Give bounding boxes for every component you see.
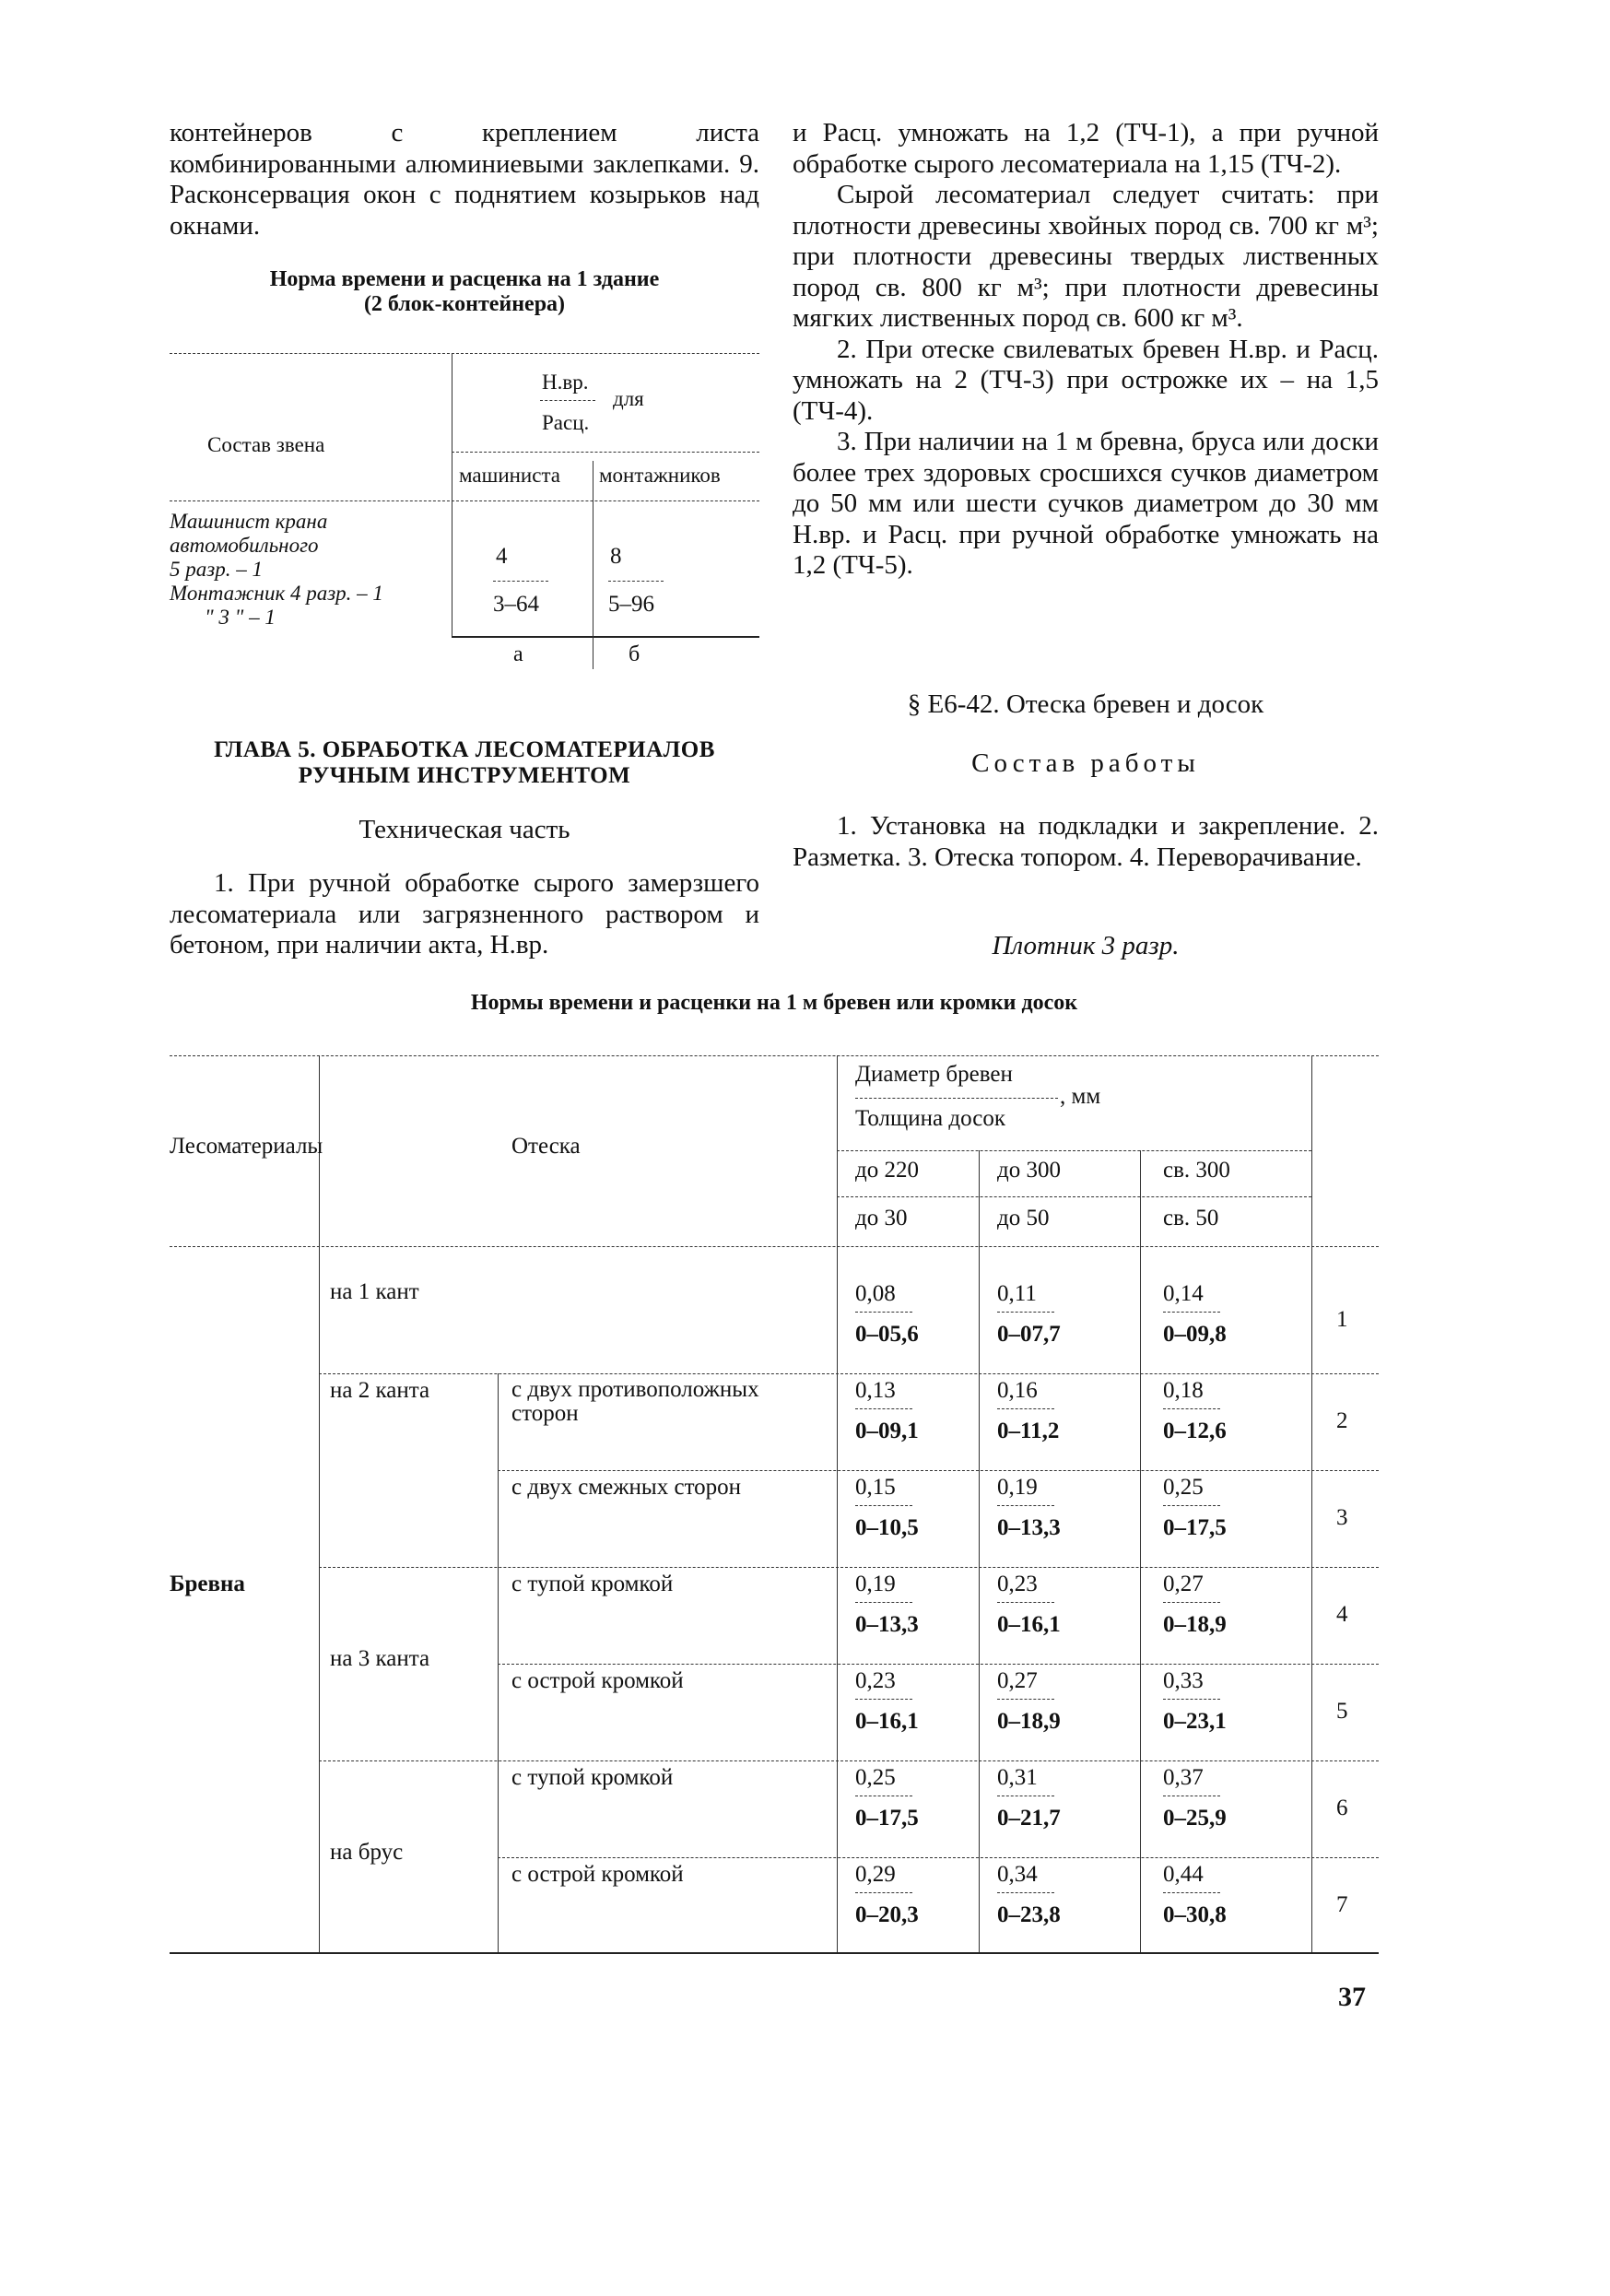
cell-r2-c2: 0,16 0–11,2 xyxy=(997,1378,1060,1443)
section-title: § Е6-42. Отеска бревен и досок xyxy=(907,689,1264,719)
sub-2: с двух противоположных сторон xyxy=(511,1377,759,1426)
norm-caption-line2: (2 блок-контейнера) xyxy=(363,292,566,316)
cell-r1-c3: 0,14 0–09,8 xyxy=(1163,1281,1227,1347)
crew-row-5: " 3 " – 1 xyxy=(205,606,276,629)
d1: до 220 xyxy=(855,1158,919,1183)
group-3-kanta: на 3 канта xyxy=(330,1646,430,1671)
para-raw-timber: Сырой лесоматериал следует считать: при плотности древесины хвойных пород св. 700 кг м³; при плотности древесины твердых лиственных пород св. 800 кг м³; при плотности древесины мягких лиственных пород св. 600 кг м³. xyxy=(793,180,1379,333)
dlya-label: для xyxy=(613,387,644,410)
chapter-title-line2: РУЧНЫМ ИНСТРУМЕНТОМ xyxy=(298,763,631,788)
crew-rows xyxy=(170,510,383,630)
page-number: 37 xyxy=(1338,1982,1366,2012)
head-mm: , мм xyxy=(1060,1084,1101,1109)
head-thick: Толщина досок xyxy=(855,1106,1005,1131)
letter-a: а xyxy=(513,642,523,666)
cell-r1-c1: 0,08 0–05,6 xyxy=(855,1281,919,1347)
sub-mont: монтажников xyxy=(599,464,721,487)
sub-5: с острой кромкой xyxy=(511,1668,684,1693)
cell-r1-c2: 0,11 0–07,7 xyxy=(997,1281,1061,1347)
sub-3: с двух смежных сторон xyxy=(511,1475,742,1500)
work-title: Состав работы xyxy=(971,748,1200,778)
crew-row-3: 5 разр. – 1 xyxy=(170,558,263,581)
row-num-4: 4 xyxy=(1336,1602,1348,1627)
val-a-top: 4 xyxy=(496,544,508,569)
crew-row-4: Монтажник 4 разр. – 1 xyxy=(170,582,383,605)
cell-r7-c3: 0,44 0–30,8 xyxy=(1163,1862,1227,1927)
head-diam: Диаметр бревен xyxy=(855,1062,1013,1087)
para1-continued: и Расц. умножать на 1,2 (ТЧ-1), а при ручной обработке сырого лесоматериала на 1,15 (ТЧ-2). xyxy=(793,118,1379,179)
letter-b: б xyxy=(629,642,640,666)
cell-r5-c3: 0,33 0–23,1 xyxy=(1163,1668,1227,1734)
intro-text: контейнеров с креплением листа комбинированными алюминиевыми заклепками. 9. Расконсервация окон с поднятием козырьков над окнами. xyxy=(170,118,759,241)
head-materials: Лесоматериалы xyxy=(170,1134,323,1159)
cell-r6-c3: 0,37 0–25,9 xyxy=(1163,1765,1227,1831)
val-b-bot: 5–96 xyxy=(608,592,654,617)
row-num-7: 7 xyxy=(1336,1892,1348,1917)
cell-r4-c3: 0,27 0–18,9 xyxy=(1163,1572,1227,1637)
chapter-title-line1: ГЛАВА 5. ОБРАБОТКА ЛЕСОМАТЕРИАЛОВ xyxy=(214,737,715,762)
nvr-label: Н.вр. xyxy=(542,371,589,394)
val-a-bot: 3–64 xyxy=(493,592,539,617)
main-table-caption: Нормы времени и расценки на 1 м бревен или кромки досок xyxy=(470,991,1078,1015)
crew-row-2: автомобильного xyxy=(170,534,319,557)
cell-r3-c1: 0,15 0–10,5 xyxy=(855,1475,919,1540)
material-brevna: Бревна xyxy=(170,1572,245,1596)
sub-mash: машиниста xyxy=(459,464,560,487)
tech-part-heading: Техническая часть xyxy=(358,815,570,844)
norm-caption-line1: Норма времени и расценка на 1 здание xyxy=(269,267,660,291)
cell-r7-c1: 0,29 0–20,3 xyxy=(855,1862,919,1927)
cell-r4-c2: 0,23 0–16,1 xyxy=(997,1572,1061,1637)
row-num-2: 2 xyxy=(1336,1408,1348,1433)
sub-6: с тупой кромкой xyxy=(511,1765,674,1790)
row-num-3: 3 xyxy=(1336,1505,1348,1530)
work-text-body: 1. Установка на подкладки и закрепление. 2. Разметка. 3. Отеска топором. 4. Переворачивание. xyxy=(793,811,1379,872)
crew-col-head: Состав звена xyxy=(207,433,325,456)
d3: св. 300 xyxy=(1163,1158,1230,1183)
cell-r2-c3: 0,18 0–12,6 xyxy=(1163,1378,1227,1443)
row-num-5: 5 xyxy=(1336,1699,1348,1724)
para-2: 2. При отеске свилеватых бревен Н.вр. и Расц. умножать на 2 (ТЧ-3) при острожке их – на 1,5 (ТЧ-4). xyxy=(793,334,1379,426)
group-brus: на брус xyxy=(330,1840,404,1865)
norm-caption xyxy=(170,267,759,317)
cell-r3-c2: 0,19 0–13,3 xyxy=(997,1475,1061,1540)
tech-para-1 xyxy=(170,868,759,961)
row-num-6: 6 xyxy=(1336,1796,1348,1820)
work-text xyxy=(793,811,1379,873)
group-2-kanta: на 2 канта xyxy=(330,1378,430,1403)
t3: св. 50 xyxy=(1163,1206,1219,1230)
t2: до 50 xyxy=(997,1206,1050,1230)
crew-row-1: Машинист крана xyxy=(170,510,328,533)
cell-r6-c2: 0,31 0–21,7 xyxy=(997,1765,1061,1831)
cell-r7-c2: 0,34 0–23,8 xyxy=(997,1862,1061,1927)
left-intro xyxy=(170,118,759,241)
cell-r5-c2: 0,27 0–18,9 xyxy=(997,1668,1061,1734)
worker-grade: Плотник 3 разр. xyxy=(992,931,1180,960)
row-num-1: 1 xyxy=(1336,1307,1348,1332)
para-3: 3. При наличии на 1 м бревна, бруса или доски более трех здоровых сросшихся сучков диаметром до 50 мм или шести сучков диаметром до 30 мм Н.вр. и Расц. при ручной обработке умножать на 1,2 (ТЧ-5). xyxy=(793,427,1379,580)
tech-para-1-text: 1. При ручной обработке сырого замерзшего лесоматериала или загрязненного раствором и бетоном, при наличии акта, Н.вр. xyxy=(170,868,759,960)
cell-r5-c1: 0,23 0–16,1 xyxy=(855,1668,919,1734)
chapter-title xyxy=(170,737,759,789)
d2: до 300 xyxy=(997,1158,1061,1183)
val-b-top: 8 xyxy=(610,544,622,569)
sub-4: с тупой кромкой xyxy=(511,1572,674,1596)
cell-r6-c1: 0,25 0–17,5 xyxy=(855,1765,919,1831)
cell-r4-c1: 0,19 0–13,3 xyxy=(855,1572,919,1637)
rasc-label: Расц. xyxy=(542,411,590,434)
t1: до 30 xyxy=(855,1206,908,1230)
cell-r3-c3: 0,25 0–17,5 xyxy=(1163,1475,1227,1540)
right-column-text xyxy=(793,118,1379,582)
cell-r2-c1: 0,13 0–09,1 xyxy=(855,1378,919,1443)
sub-7: с острой кромкой xyxy=(511,1862,684,1887)
head-otes: Отеска xyxy=(511,1134,581,1159)
group-1-kant: на 1 кант xyxy=(330,1279,419,1304)
